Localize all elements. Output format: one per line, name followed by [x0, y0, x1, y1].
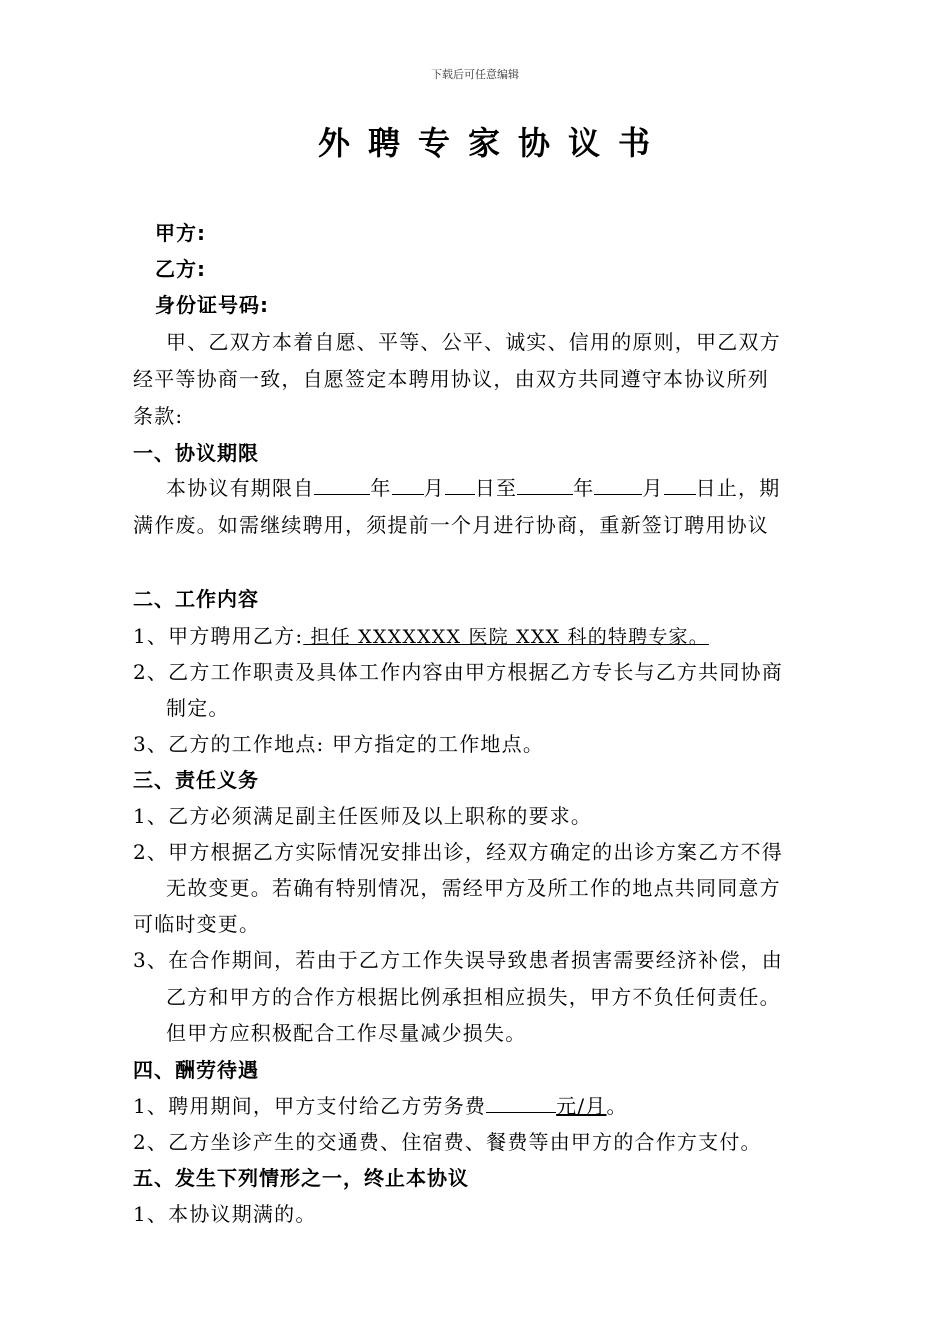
- end-month-blank: [594, 476, 642, 495]
- year-label: 年: [573, 476, 595, 500]
- pay-item-1: [133, 1090, 628, 1119]
- termination-item-1: 1、本协议期满的。: [133, 1202, 317, 1226]
- duty-item-1: 1、乙方必须满足副主任医师及以上职称的要求。: [133, 804, 593, 828]
- end-year-blank: [517, 476, 573, 495]
- fee-unit: 元/月: [556, 1094, 607, 1118]
- section-2-heading: 二、工作内容: [133, 587, 259, 611]
- duty-item-3-line-1: 3、在合作期间，若由于乙方工作失误导致患者损害需要经济补偿，由: [133, 948, 783, 972]
- section-5-heading: 五、发生下列情形之一，终止本协议: [133, 1166, 469, 1190]
- party-b-label: 乙方:: [155, 257, 206, 281]
- term-line-2: 满作废。如需继续聘用，须提前一个月进行协商，重新签订聘用协议: [133, 513, 769, 537]
- term-line-1: [166, 472, 780, 501]
- end-day-blank: [664, 476, 696, 495]
- section-3-heading: 三、责任义务: [133, 768, 259, 792]
- work-item-1-prefix: 1、甲方聘用乙方:: [133, 624, 304, 648]
- id-number-label: 身份证号码:: [155, 293, 269, 317]
- duty-item-3-line-2: 乙方和甲方的合作方根据比例承担相应损失，甲方不负任何责任。: [166, 985, 781, 1009]
- section-1-heading: 一、协议期限: [133, 441, 259, 465]
- day-to-label: 日至: [474, 476, 518, 500]
- fee-amount-blank: [486, 1094, 556, 1113]
- term-text: 本协议有期限自: [166, 476, 315, 500]
- pay-item-2: 2、乙方坐诊产生的交通费、住宿费、餐费等由甲方的合作方支付。: [133, 1130, 762, 1154]
- document-title: 外聘专家协议书: [317, 124, 668, 162]
- work-item-1-value: 担任 XXXXXXX 医院 XXX 科的特聘专家。: [303, 626, 709, 648]
- work-item-2-line-2: 制定。: [166, 696, 230, 720]
- header-note: 下载后可任意编辑: [431, 68, 519, 81]
- year-label: 年: [370, 476, 392, 500]
- work-item-1: [133, 620, 709, 649]
- pay-item-1-end: 。: [606, 1094, 628, 1118]
- intro-line-3: 条款:: [133, 404, 184, 428]
- duty-item-2-line-3: 可临时变更。: [133, 912, 261, 936]
- pay-item-1-prefix: 1、聘用期间，甲方支付给乙方劳务费: [133, 1094, 487, 1118]
- party-a-label: 甲方:: [155, 221, 206, 245]
- intro-line-1: 甲、乙双方本着自愿、平等、公平、诚实、信用的原则，甲乙双方: [166, 330, 781, 354]
- section-4-heading: 四、酬劳待遇: [133, 1058, 259, 1082]
- intro-line-2: 经平等协商一致，自愿签定本聘用协议，由双方共同遵守本协议所列: [133, 367, 769, 391]
- start-day-blank: [445, 476, 475, 495]
- start-month-blank: [392, 476, 424, 495]
- duty-item-2-line-2: 无故变更。若确有特别情况，需经甲方及所工作的地点共同同意方: [166, 876, 781, 900]
- work-item-2-line-1: 2、乙方工作职责及具体工作内容由甲方根据乙方专长与乙方共同协商: [133, 660, 783, 684]
- duty-item-3-line-3: 但甲方应积极配合工作尽量减少损失。: [166, 1021, 527, 1045]
- day-end-label: 日止，期: [695, 476, 781, 500]
- month-label: 月: [423, 476, 445, 500]
- start-year-blank: [314, 476, 370, 495]
- month-label: 月: [642, 476, 664, 500]
- work-item-3: 3、乙方的工作地点: 甲方指定的工作地点。: [133, 732, 545, 756]
- duty-item-2-line-1: 2、甲方根据乙方实际情况安排出诊，经双方确定的出诊方案乙方不得: [133, 840, 783, 864]
